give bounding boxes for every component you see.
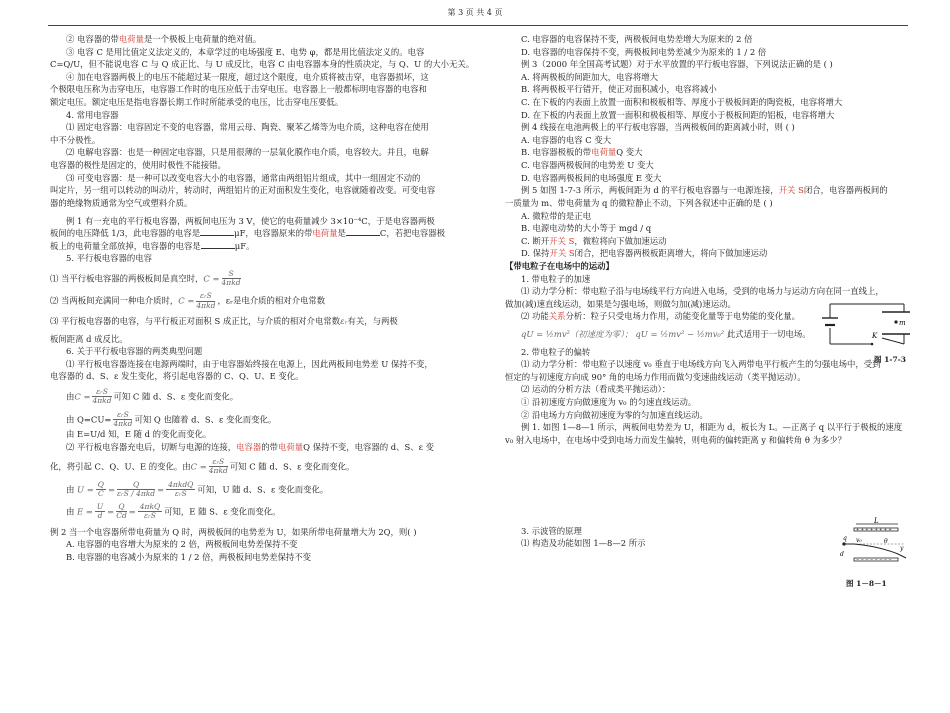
text-line: 例 3（2000 年全国高考试题）对于水平放置的平行板电容器，下列说法正确的是 ( ) (521, 59, 833, 70)
text: 闭合，电容器两板间的 (803, 185, 888, 196)
text-line (50, 292, 455, 310)
denominator: d (97, 511, 103, 521)
text-line (50, 315, 455, 328)
text: 可知 C 随 d、S、ε 变化而变化。 (229, 461, 355, 472)
text-line: 由 E = $\frac{U}{d}$ = $\frac{Q}{Cd}$ = $\frac{\text{4πkQ}}{\text{εᵣS}}$ 可知，E 随 S、ε 变化而变化。 (66, 502, 281, 521)
text: ⑵ 当两板间充满同一种电介质时， (50, 295, 179, 306)
text: 此式适用于一切电场。 (726, 329, 811, 340)
left-column (50, 33, 475, 564)
denominator: 4πkd (208, 466, 228, 476)
formula: qU = ½mv²（初速度为零）； (521, 329, 633, 340)
fraction (95, 503, 105, 521)
text-line: 恒定的与初速度方向成 90° 角的电场力作用而做匀变速曲线运动（类平抛运动）。 (505, 371, 806, 382)
section-heading: 1. 带电粒子的加速 (521, 273, 591, 284)
option-line: A. 电容器的电容增大为原来的 2 倍，两极板间电势差保持不变 (66, 539, 298, 550)
option-line: A. 将两极板的间距加大，电容将增大 (521, 71, 658, 82)
text: 的带 (261, 441, 279, 452)
text: 板间的电压降低 1/3，此电容器的电容是 (50, 228, 201, 239)
text-line: 叫定片，另一组可以转动的叫动片，转动时，两组铝片的正对面积发生变化，电容就随着改变。可变电容 (50, 185, 436, 196)
text-line: ⑴ 固定电容器：电容固定不变的电容器，常用云母、陶瓷、聚苯乙烯等为电介质，这种电容在使用 (66, 122, 429, 133)
fraction (166, 481, 195, 499)
option-line: A. 电容器的电容 C 变大 (521, 134, 612, 145)
text-line: 由 U = $\frac{Q}{C}$ = $\frac{Q}{\text{εᵣS / 4πkd}}$ = $\frac{\text{4πkdQ}}{\text{εᵣS}}$ 可知，U 随 d、S、ε 变化而变化。 (66, 479, 329, 498)
option-line (505, 247, 905, 260)
text-line: ① 沿初速度方向做速度为 v₀ 的匀速直线运动。 (521, 397, 697, 408)
denominator: 4πkd (113, 418, 133, 428)
ion-dot (842, 542, 845, 545)
text: μF，电容器原来的带 (234, 228, 313, 239)
option-line: B. 电源电动势的大小等于 mgd / q (521, 223, 652, 234)
answer-blank (200, 228, 234, 236)
text: D. 保持 (521, 248, 550, 259)
figure-1-8-1 (838, 516, 908, 592)
section-heading: 2. 带电粒子的偏转 (521, 346, 591, 357)
text: 由 (66, 506, 75, 517)
text-line: ⑴ 动力学分析：带电粒子以速度 v₀ 垂直于电场线方向飞入两带电平行板产生的匀强电场中，受到 (521, 359, 881, 370)
text: 由 (66, 483, 75, 494)
denominator: 4πkd (196, 300, 216, 310)
text-line: ② 沿电场力方向做初速度为零的匀加速直线运动。 (521, 409, 708, 420)
text-line (50, 240, 455, 253)
numerator: 4πkdQ (168, 479, 194, 489)
section-heading: 4. 常用电容器 (66, 109, 119, 120)
text: ，微粒将向下做加速运动 (574, 235, 667, 246)
text-line: ⑴ 构造及功能如图 1—8—2 所示 (521, 538, 646, 549)
velocity-label: v₀ (856, 537, 862, 544)
highlight: 电荷量 (312, 228, 338, 239)
text-line: 由 E=U/d 知，E 随 d 的变化而变化。 (66, 429, 212, 440)
page-header: 第 3 页 共 4 页 (447, 8, 503, 17)
fraction (138, 503, 162, 521)
text-line: v₀ 射入电场中，在电场中受到电场力而发生偏转，则电荷的偏转距离 y 和偏转角 θ 为多少？ (505, 434, 847, 445)
section-heading: 【带电粒子在电场中的运动】 (505, 260, 614, 271)
option-line: C. 电容器的电容保持不变，两极板间电势差增大为原来的 2 倍 (521, 34, 753, 44)
text-line: 额定电压。额定电压是指电容器长期工作时所能承受的电压，比击穿电压要低。 (50, 97, 344, 108)
angle-label: θ (884, 538, 888, 545)
option-line: B. 电容器的电容减小为原来的 1 / 2 倍，两极板间电势差保持不变 (66, 551, 311, 562)
text-line: 个极限电压称为击穿电压，电容器工作时的电压应低于击穿电压。电容器上一般都标明电容器的电容和 (50, 84, 427, 95)
fraction (222, 270, 241, 288)
denominator: εᵣS / 4πkd (116, 488, 156, 498)
section-heading: 5. 平行板电容器的电容 (66, 253, 153, 264)
fraction (96, 481, 106, 499)
length-label: L (874, 517, 879, 525)
text-line: ⑶ 可变电容器：是一种可以改变电容大小的电容器，通常由两组铝片组成，其中一组固定不动的 (66, 172, 421, 183)
switch-label: K (872, 332, 878, 340)
text-line: 电容器的 d、S、ε 发生变化，将引起电容器的 C、Q、U、E 变化。 (50, 371, 304, 382)
figure-1-7-3 (812, 298, 910, 366)
particle-dot (894, 320, 897, 323)
text-line: 器的绝缘物质通常为空气或塑料介质。 (50, 197, 193, 208)
option-line (505, 146, 905, 159)
text-line: 例 1 有一充电的平行板电容器，两板间电压为 3 V，使它的电荷量减少 3×10⁻⁴C，于是电容器两极 (66, 215, 435, 226)
text: 有关，与两极 (347, 315, 398, 326)
text: 例 5 如图 1-7-3 所示，两板间距为 d 的平行板电容器与一电源连接， (521, 185, 779, 196)
formula: εᵣ (340, 315, 348, 326)
numerator: 4πkQ (139, 502, 161, 512)
text: ，εᵣ是电介质的相对介电常数 (217, 295, 326, 306)
text: 可知，U 随 d、S、ε 变化而变化。 (197, 483, 329, 494)
formula: C = (203, 273, 220, 284)
text: C，若把电容器极 (379, 228, 445, 239)
denominator: C (98, 488, 104, 498)
text-line: 例 2 当一个电容器所带电荷量为 Q 时，两极板间的电势差为 U，如果所带电荷量增大为 2Q，则( ) (50, 526, 417, 537)
numerator: εᵣS (209, 458, 228, 467)
answer-blank (201, 241, 235, 249)
text: 板上的电荷量全部放掉，电容器的电容是 (50, 240, 201, 251)
denominator: 4πkd (92, 396, 112, 406)
formula: E = (77, 506, 93, 517)
highlight: 关系 (548, 311, 566, 322)
fraction (113, 411, 132, 429)
highlight: 电荷量 (278, 441, 304, 452)
formula: C = (178, 295, 195, 306)
text-line: 例 4 线接在电池两极上的平行板电容器，当两极板间的距离减小时，则 ( ) (521, 122, 795, 133)
text: μF。 (234, 240, 255, 251)
upper-plate-charges: + + + + + + + + (856, 526, 892, 532)
deflection-label: y (900, 545, 904, 552)
highlight: 开关 S (549, 248, 575, 259)
text-line: ⑵ 运动的分析方法（看成类平抛运动）： (521, 384, 671, 395)
formula: C = (190, 461, 207, 472)
numerator: Q (117, 481, 155, 490)
numerator: Q (116, 503, 127, 512)
text-line (50, 441, 455, 454)
text-line: ⑵ 电解电容器：也是一种固定电容器，只是用很薄的一层氧化膜作电介质，电容较大。并且，电解 (66, 147, 429, 158)
formula: C = (74, 391, 91, 402)
highlight: 电荷量 (118, 34, 145, 44)
text-line (50, 458, 455, 476)
denominator: εᵣS (144, 511, 156, 521)
text-line (505, 184, 905, 197)
highlight: 电荷量 (591, 147, 617, 158)
text-line (50, 227, 455, 240)
denominator: Cd (116, 511, 127, 521)
denominator: 4πkd (221, 278, 241, 288)
figure-caption: 图 1－8－1 (846, 579, 887, 588)
distance-label: d (840, 551, 844, 558)
text: Q 变大 (616, 147, 643, 158)
highlight: 电容器 (236, 441, 262, 452)
text: B. 电容器极板的带 (521, 147, 592, 158)
capacitor-circuit-diagram (812, 298, 910, 354)
fraction (116, 503, 127, 521)
denominator: εᵣS (174, 488, 187, 498)
header-rule (48, 25, 908, 26)
numerator: U (96, 502, 104, 512)
text: ⑴ 当平行板电容器的两极板间是真空时， (50, 273, 204, 284)
charge-label: q (843, 535, 847, 542)
mass-label: m (899, 319, 906, 327)
option-line: D. 电容器的电容保持不变，两极板间电势差减少为原来的 1 / 2 倍 (521, 46, 767, 57)
numerator: Q (97, 479, 104, 489)
text-line: 中不分极性。 (50, 134, 101, 145)
numerator: εᵣS (92, 388, 111, 397)
option-line: B. 将两极板平行错开，使正对面积减小，电容将减小 (521, 84, 717, 95)
option-line: C. 电容器两极板间的电势差 U 变大 (521, 160, 654, 171)
option-line: C. 在下板的内表面上放置一面积和极板相等、厚度小于极板间距的陶瓷板，电容将增大 (521, 97, 843, 108)
fraction (196, 292, 215, 310)
option-line: A. 微粒带的是正电 (521, 210, 591, 221)
formula: qU = ½mv² − ½mv₀² (635, 329, 725, 340)
highlight: 开关 S (778, 185, 804, 196)
lower-plate-charges: − − − − − − − − (856, 556, 892, 562)
fraction (209, 458, 228, 476)
text-line (50, 388, 455, 406)
text-line: ⑴ 平行板电容器连接在电源两端时，由于电容器始终接在电源上，因此两板间电势差 U 保持不变， (66, 358, 433, 369)
text: 由 Q=CU= (66, 413, 112, 424)
text: 由 (66, 391, 75, 402)
text-line: ④ 加在电容器两极上的电压不能超过某一限度，超过这个限度，电介质将被击穿，电容器损坏，这 (66, 71, 429, 82)
text: ⑵ 功能 (521, 311, 549, 322)
text: 闭合，把电容器两极板距离增大，将向下做加速运动 (574, 248, 768, 259)
figure-caption: 图 1-7-3 (874, 355, 906, 364)
answer-blank (346, 228, 380, 236)
text-line (50, 411, 455, 429)
right-column (505, 33, 905, 550)
text: 分析：粒子只受电场力作用，动能变化量等于电势能的变化量。 (565, 311, 801, 322)
text-line: 电容器的极性是固定的，使用时极性不能接错。 (50, 160, 226, 171)
text-line: ③ 电容 C 是用比值定义法定义的，本章学过的电场强度 E、电势 φ，都是用比值法定义的。电容 (66, 46, 425, 57)
text-line: 例 1. 如图 1—8—1 所示，两板间电势差为 U，相距为 d，板长为 L。—正离子 q 以平行于极板的速度 (521, 422, 903, 433)
option-line: D. 在下板的内表面上放置一面积和极板相等、厚度小于极板间距的铝板，电容将增大 (521, 109, 835, 120)
text-line: 板间距离 d 成反比。 (50, 333, 128, 344)
text: 化，将引起 C、Q、U、E 的变化。由 (50, 461, 191, 472)
numerator: εᵣS (113, 411, 132, 420)
switch-blade (882, 338, 904, 344)
text: 可知，E 随 S、ε 变化而变化。 (164, 506, 281, 517)
text: Q 保持不变，电容器的 d、S、ε 变 (303, 441, 434, 452)
fraction (117, 481, 155, 499)
numerator: S (222, 270, 241, 279)
text: 可知 Q 也随着 d、S、ε 变化而变化。 (134, 413, 277, 424)
text: ⑵ 平行板电容器充电后，切断与电源的连接， (66, 441, 237, 452)
text-line (50, 33, 455, 46)
text: ② 电容器的带 (66, 34, 119, 44)
numerator: εᵣS (196, 292, 215, 301)
text-line: C=Q/U，但不能说电容 C 与 Q 成正比、与 U 成反比，电容 C 由电容器本身的性质决定，与 Q、U 的大小无关。 (50, 59, 475, 70)
text-line (50, 270, 455, 288)
switch-pivot (871, 343, 874, 346)
text: ⑶ 平行板电容器的电容，与平行板正对面积 S 成正比，与介质的相对介电常数 (50, 315, 341, 326)
text: C. 断开 (521, 235, 550, 246)
text: 可知 C 随 d、S、ε 变化而变化。 (113, 391, 239, 402)
deflection-diagram (838, 516, 908, 576)
text-line: 一质量为 m、带电荷量为 q 的微粒静止不动，下列各叙述中正确的是 ( ) (505, 197, 773, 208)
text: 是 (337, 228, 346, 239)
section-heading: 6. 关于平行板电容器的两类典型问题 (66, 346, 203, 357)
text-line: 做加(减)速直线运动，如果是匀强电场，则做匀加(减)速运动。 (505, 298, 736, 309)
highlight: 开关 S (549, 235, 575, 246)
section-heading: 3. 示波管的原理 (521, 525, 582, 536)
text-line: ⑴ 动力学分析：带电粒子沿与电场线平行方向进入电场，受到的电场力与运动方向在同一直线上， (521, 286, 884, 297)
fraction (92, 388, 111, 406)
option-line: D. 电容器两极板间的电场强度 E 变大 (521, 172, 662, 183)
option-line (505, 235, 905, 248)
text: 是一个极板上电荷量的绝对值。 (144, 34, 262, 44)
formula: U = (77, 483, 94, 494)
